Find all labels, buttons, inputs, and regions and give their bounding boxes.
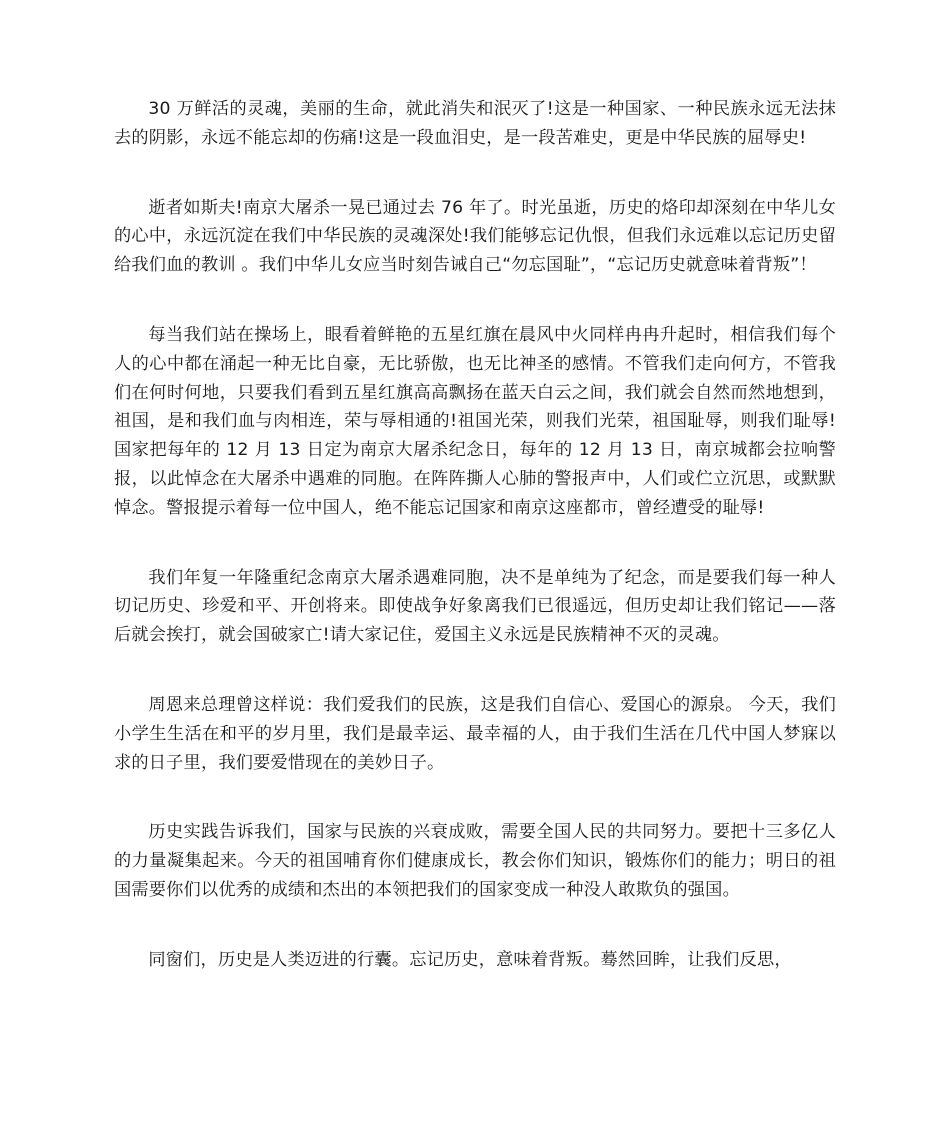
paragraph-4: 我们年复一年隆重纪念南京大屠杀遇难同胞，决不是单纯为了纪念，而是要我们每一种人切记历史、珍爱和平、开创将来。即使战争好象离我们已很遥远，但历史却让我们铭记——落后就会挨打，就会国破家亡!请大家记住，爱国主义永远是民族精神不灭的灵魂。: [114, 567, 836, 646]
paragraph-7: 同窗们，历史是人类迈进的行囊。忘记历史，意味着背叛。蓦然回眸，让我们反思，: [148, 949, 792, 970]
document-page: [114, 95, 836, 1016]
paragraph-3: 每当我们站在操场上，眼看着鲜艳的五星红旗在晨风中火同样冉冉升起时，相信我们每个人的心中都在涌起一种无比自豪，无比骄傲，也无比神圣的感情。不管我们走向何方，不管我们在何时何地，只要我们看到五星红旗高高飘扬在蓝天白云之间，我们就会自然而然地想到，祖国，是和我们血与肉相连，荣与辱相通的!祖国光荣，则我们光荣，祖国耻辱，则我们耻辱!国家把每年的 12 月 13 日定为南京大屠杀纪念日，每年的 12 月 13 日，南京城都会拉响警报，以此悼念在大屠杀中遇难的同胞。在阵阵撕人心肺的警报声中，人们或伫立沉思，或默默悼念。警报提示着每一位中国人，绝不能忘记国家和南京这座都市，曾经遭受的耻辱!: [114, 324, 836, 518]
paragraph-1: 30 万鲜活的灵魂，美丽的生命，就此消失和泯灭了!这是一种国家、一种民族永远无法抹去的阴影，永远不能忘却的伤痛!这是一段血泪史，是一段苦难史，更是中华民族的屈辱史!: [114, 99, 836, 148]
paragraph-5: 周恩来总理曾这样说：我们爱我们的民族，这是我们自信心、爱国心的源泉。 今天，我们小学生生活在和平的岁月里，我们是最幸运、最幸福的人，由于我们生活在几代中国人梦寐以求的日子里，我们要爱惜现在的美妙日子。: [114, 694, 836, 773]
paragraph-2: 逝者如斯夫!南京大屠杀一晃已通过去 76 年了。时光虽逝，历史的烙印却深刻在中华儿女的心中，永远沉淀在我们中华民族的灵魂深处!我们能够忘记仇恨，但我们永远难以忘记历史留给我们血的教训 。我们中华儿女应当时刻告诫自己“勿忘国耻”，“忘记历史就意味着背叛”！: [114, 197, 836, 276]
paragraph-6: 历史实践告诉我们，国家与民族的兴衰成败，需要全国人民的共同努力。要把十三多亿人的力量凝集起来。今天的祖国哺育你们健康成长，教会你们知识，锻炼你们的能力；明日的祖国需要你们以优秀的成绩和杰出的本领把我们的国家变成一种没人敢欺负的强国。: [114, 822, 836, 900]
